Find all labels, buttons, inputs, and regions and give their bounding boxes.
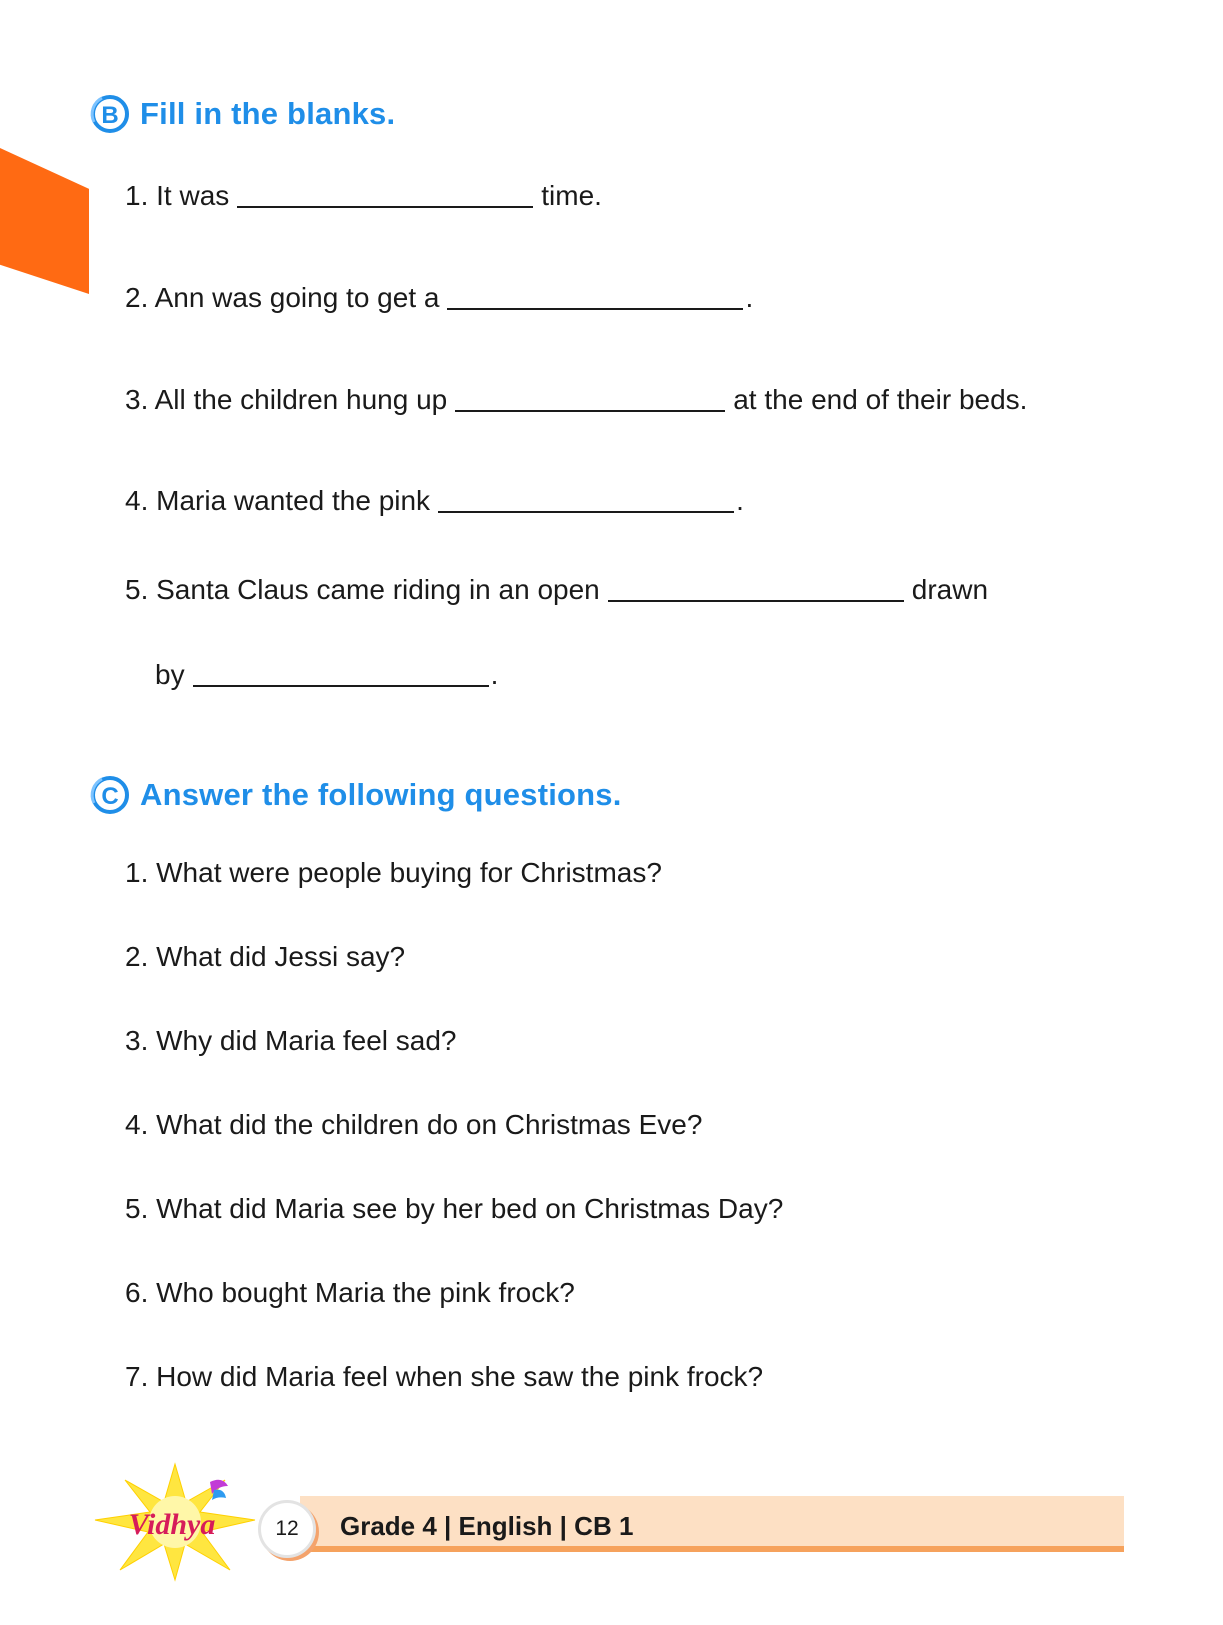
blank-item-text: 4. Maria wanted the pink: [125, 485, 431, 516]
question-5: 5. What did Maria see by her bed on Christmas Day?: [125, 1193, 784, 1224]
blank-item-text: time.: [541, 180, 602, 211]
blank-item-text: 5. Santa Claus came riding in an open: [125, 574, 600, 605]
page-number: 12: [258, 1500, 316, 1558]
blank-line: [193, 684, 489, 687]
blank-item-text: drawn: [911, 574, 989, 605]
blank-item-5-continued: [155, 661, 498, 689]
corner-tab-decoration: [0, 148, 89, 294]
blank-item-text: by: [155, 659, 185, 690]
question-7: 7. How did Maria feel when she saw the pink frock?: [125, 1361, 764, 1392]
blank-item-3: [125, 386, 1027, 414]
blank-line: [455, 409, 725, 412]
footer-text: Grade 4 | English | CB 1: [340, 1511, 634, 1541]
blank-item-text: .: [490, 659, 499, 690]
section-badge-icon: [88, 92, 132, 136]
blank-item-text: .: [745, 282, 754, 313]
blank-line: [237, 205, 533, 208]
question-6: 6. Who bought Maria the pink frock?: [125, 1277, 575, 1308]
section-c-header: [88, 773, 622, 817]
question-2: 2. What did Jessi say?: [125, 941, 406, 972]
logo-text: Vidhya: [128, 1508, 216, 1541]
section-b-header: [88, 92, 395, 136]
blank-item-text: 1. It was: [125, 180, 230, 211]
blank-item-text: .: [736, 485, 744, 516]
question-4: 4. What did the children do on Christmas Eve?: [125, 1109, 703, 1140]
blank-item-4: [125, 487, 744, 515]
blank-item-1: [125, 182, 602, 210]
section-b-title: Fill in the blanks.: [140, 96, 396, 131]
blank-item-5: [125, 576, 988, 604]
section-c-title: Answer the following questions.: [140, 777, 622, 812]
section-b-letter: B: [101, 102, 119, 129]
blank-item-text: 2. Ann was going to get a: [125, 282, 440, 313]
blank-item-text: at the end of their beds.: [733, 384, 1028, 415]
blank-item-text: 3. All the children hung up: [125, 384, 448, 415]
section-c-letter: C: [101, 783, 119, 810]
section-badge-icon: [88, 773, 132, 817]
question-3: 3. Why did Maria feel sad?: [125, 1025, 457, 1056]
blank-line: [447, 307, 743, 310]
question-1: 1. What were people buying for Christmas?: [125, 857, 662, 888]
blank-item-2: [125, 284, 753, 312]
vidhya-logo-icon: [90, 1462, 260, 1582]
blank-line: [438, 510, 734, 513]
blank-line: [608, 599, 904, 602]
